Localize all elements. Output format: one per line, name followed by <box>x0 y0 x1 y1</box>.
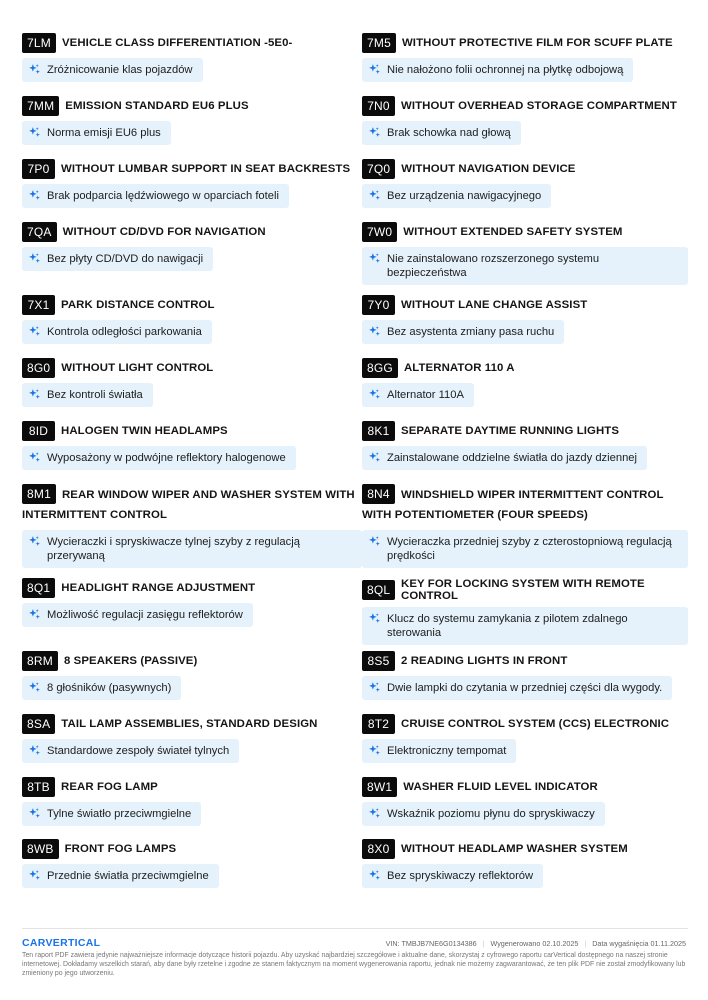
option-header <box>22 651 362 671</box>
option-header <box>362 358 688 378</box>
translation-text: Zainstalowane oddzielne światła do jazdy dziennej <box>387 452 638 464</box>
option-translation <box>22 383 153 407</box>
option-translation <box>22 603 253 627</box>
translation-text: Możliwość regulacji zasięgu reflektorów <box>47 609 243 621</box>
option-header <box>362 777 688 797</box>
option-translation <box>362 247 688 285</box>
sparkle-icon <box>28 189 41 202</box>
option-header <box>22 159 362 179</box>
option-item <box>22 578 362 645</box>
sparkle-icon <box>28 681 41 694</box>
sparkle-icon <box>368 388 381 401</box>
option-header <box>362 839 688 859</box>
option-header <box>362 651 688 671</box>
option-row <box>22 777 688 826</box>
footer-meta: VIN: TMBJB7NE6G0134386 | Wygenerowano 02.10.2025 | Data wygaśnięcia 01.11.2025 <box>385 939 686 948</box>
option-title: WITHOUT PROTECTIVE FILM FOR SCUFF PLATE <box>401 37 673 49</box>
option-item <box>362 96 688 145</box>
translation-text: Brak schowka nad głową <box>387 127 511 139</box>
option-title: 2 READING LIGHTS IN FRONT <box>401 655 568 667</box>
option-row <box>22 578 688 645</box>
option-header <box>362 578 688 602</box>
option-title: WITHOUT EXTENDED SAFETY SYSTEM <box>403 226 623 238</box>
option-code-badge: 8ID <box>22 421 55 441</box>
translation-text: Bez płyty CD/DVD do nawigacji <box>47 253 204 265</box>
option-code-badge: 7M5 <box>362 33 396 53</box>
option-translation <box>22 864 219 888</box>
option-header <box>362 33 688 53</box>
sparkle-icon <box>368 869 381 882</box>
option-translation <box>362 121 521 145</box>
option-item <box>22 295 362 344</box>
option-item <box>362 358 688 407</box>
sparkle-icon <box>28 869 41 882</box>
option-translation <box>362 320 564 344</box>
translation-text: Tylne światło przeciwmgielne <box>47 808 192 820</box>
option-row <box>22 222 688 285</box>
option-item <box>362 222 688 285</box>
option-title: WITHOUT LANE CHANGE ASSIST <box>401 299 588 311</box>
option-translation <box>22 446 296 470</box>
option-row <box>22 33 688 82</box>
option-header <box>22 484 362 525</box>
sparkle-icon <box>28 608 41 621</box>
translation-text: 8 głośników (pasywnych) <box>47 682 172 694</box>
option-item <box>22 421 362 470</box>
option-title: WITHOUT LUMBAR SUPPORT IN SEAT BACKRESTS <box>61 163 351 175</box>
translation-text: Bez kontroli światła <box>47 389 143 401</box>
option-code-badge: 8TB <box>22 777 55 797</box>
option-row <box>22 358 688 407</box>
vin-text: VIN: TMBJB7NE6G0134386 <box>385 939 477 948</box>
option-code-badge: 8G0 <box>22 358 55 378</box>
option-title: REAR WINDOW WIPER AND WASHER SYSTEM WITH INTERMITTENT CONTROL <box>22 489 355 521</box>
option-header <box>22 714 362 734</box>
translation-text: Nie zainstalowano rozszerzonego systemu bezpieczeństwa <box>387 253 600 279</box>
sparkle-icon <box>368 63 381 76</box>
option-item <box>22 33 362 82</box>
option-code-badge: 8GG <box>362 358 398 378</box>
option-header <box>362 295 688 315</box>
option-item <box>22 484 362 568</box>
option-code-badge: 8W1 <box>362 777 397 797</box>
option-item <box>362 33 688 82</box>
option-header <box>22 222 362 242</box>
option-item <box>362 295 688 344</box>
translation-text: Klucz do systemu zamykania z pilotem zdalnego sterowania <box>387 613 628 639</box>
generated-date: Wygenerowano 02.10.2025 <box>490 939 579 948</box>
option-item <box>22 358 362 407</box>
option-code-badge: 8M1 <box>22 484 56 504</box>
option-header <box>22 358 362 378</box>
option-code-badge: 7Y0 <box>362 295 395 315</box>
option-code-badge: 8WB <box>22 839 59 859</box>
translation-text: Bez urządzenia nawigacyjnego <box>387 190 542 202</box>
option-header <box>362 714 688 734</box>
option-row <box>22 714 688 763</box>
translation-text: Norma emisji EU6 plus <box>47 127 161 139</box>
option-row <box>22 651 688 700</box>
option-item <box>22 777 362 826</box>
option-code-badge: 8S5 <box>362 651 395 671</box>
option-item <box>362 484 688 568</box>
option-code-badge: 8N4 <box>362 484 395 504</box>
translation-text: Elektroniczny tempomat <box>387 745 507 757</box>
option-header <box>22 777 362 797</box>
option-code-badge: 8Q1 <box>22 578 55 598</box>
option-title: 8 SPEAKERS (PASSIVE) <box>63 655 198 667</box>
option-item <box>362 839 688 888</box>
translation-text: Wycieraczka przedniej szyby z czterostopniową regulacją prędkości <box>387 536 672 562</box>
translation-text: Bez asystenta zmiany pasa ruchu <box>387 326 555 338</box>
option-title: WITHOUT HEADLAMP WASHER SYSTEM <box>401 843 628 855</box>
translation-text: Wycieraczki i spryskiwacze tylnej szyby z regulacją przerywaną <box>47 536 300 562</box>
option-header <box>362 421 688 441</box>
option-header <box>22 33 362 53</box>
translation-text: Dwie lampki do czytania w przedniej części dla wygody. <box>387 682 663 694</box>
option-translation <box>22 58 203 82</box>
option-header <box>362 222 688 242</box>
option-translation <box>362 446 647 470</box>
option-code-badge: 7Q0 <box>362 159 395 179</box>
footer-disclaimer: Ten raport PDF zawiera jedynie najważniejsze informacje dotyczące historii pojazdu. Aby uzyskać najbardziej szczegółowe i aktualne dane, skorzystaj z cyfrowego raportu carVertical dostępnego na naszej stronie internetowej. Dokładamy wszelkich starań, aby dane były rzetelne i zgodne ze stanem faktycznym na moment wygenerowania raportu, jednak nie możemy zagwarantować, że ten plik PDF nie został zmodyfikowany lub zmieniony po jego utworzeniu. <box>22 952 686 978</box>
option-item <box>22 96 362 145</box>
option-code-badge: 8T2 <box>362 714 395 734</box>
translation-text: Standardowe zespoły świateł tylnych <box>47 745 230 757</box>
sparkle-icon <box>368 325 381 338</box>
option-title: FRONT FOG LAMPS <box>64 843 177 855</box>
option-translation <box>362 864 543 888</box>
sparkle-icon <box>368 189 381 202</box>
sparkle-icon <box>28 744 41 757</box>
option-translation <box>22 530 362 568</box>
option-item <box>22 222 362 285</box>
sparkle-icon <box>28 252 41 265</box>
option-row <box>22 295 688 344</box>
option-code-badge: 8QL <box>362 580 395 600</box>
option-row <box>22 96 688 145</box>
option-header <box>362 96 688 116</box>
option-header <box>362 159 688 179</box>
option-translation <box>22 320 212 344</box>
option-row <box>22 839 688 888</box>
option-item <box>22 714 362 763</box>
option-code-badge: 8RM <box>22 651 58 671</box>
option-code-badge: 8K1 <box>362 421 395 441</box>
sparkle-icon <box>368 126 381 139</box>
option-title: WITHOUT LIGHT CONTROL <box>61 362 214 374</box>
option-code-badge: 7X1 <box>22 295 55 315</box>
brand-logo: CARVERTICAL <box>22 937 101 949</box>
option-translation <box>362 58 633 82</box>
option-row <box>22 484 688 568</box>
sparkle-icon <box>368 807 381 820</box>
option-header <box>22 295 362 315</box>
sparkle-icon <box>28 807 41 820</box>
option-item <box>362 651 688 700</box>
option-title: REAR FOG LAMP <box>61 781 158 793</box>
option-code-badge: 8SA <box>22 714 55 734</box>
option-translation <box>22 802 201 826</box>
option-code-badge: 7LM <box>22 33 56 53</box>
option-title: WITHOUT OVERHEAD STORAGE COMPARTMENT <box>401 100 677 112</box>
translation-text: Kontrola odległości parkowania <box>47 326 202 338</box>
sparkle-icon <box>28 63 41 76</box>
option-code-badge: 8X0 <box>362 839 395 859</box>
option-translation <box>362 530 688 568</box>
option-title: HEADLIGHT RANGE ADJUSTMENT <box>61 582 256 594</box>
sparkle-icon <box>28 535 41 548</box>
option-translation <box>362 676 672 700</box>
expiry-date: Data wygaśnięcia 01.11.2025 <box>592 939 686 948</box>
translation-text: Alternator 110A <box>387 389 464 401</box>
option-item <box>362 714 688 763</box>
option-item <box>362 777 688 826</box>
option-translation <box>362 383 474 407</box>
option-item <box>362 159 688 208</box>
sparkle-icon <box>368 612 381 625</box>
translation-text: Zróżnicowanie klas pojazdów <box>47 64 193 76</box>
option-item <box>22 651 362 700</box>
option-translation <box>362 184 551 208</box>
option-title: WINDSHIELD WIPER INTERMITTENT CONTROL WITH POTENTIOMETER (FOUR SPEEDS) <box>362 489 664 521</box>
sparkle-icon <box>28 451 41 464</box>
sparkle-icon <box>368 451 381 464</box>
sparkle-icon <box>28 325 41 338</box>
option-title: WITHOUT NAVIGATION DEVICE <box>401 163 576 175</box>
option-header <box>22 839 362 859</box>
sparkle-icon <box>368 535 381 548</box>
translation-text: Brak podparcia lędźwiowego w oparciach foteli <box>47 190 279 202</box>
option-title: PARK DISTANCE CONTROL <box>61 299 215 311</box>
option-row <box>22 421 688 470</box>
option-translation <box>22 739 239 763</box>
option-translation <box>22 121 171 145</box>
option-translation <box>22 247 213 271</box>
translation-text: Wskaźnik poziomu płynu do spryskiwaczy <box>387 808 595 820</box>
option-title: WASHER FLUID LEVEL INDICATOR <box>403 781 598 793</box>
option-header <box>22 421 362 441</box>
option-item <box>22 839 362 888</box>
sparkle-icon <box>368 681 381 694</box>
option-title: TAIL LAMP ASSEMBLIES, STANDARD DESIGN <box>61 718 318 730</box>
option-title: SEPARATE DAYTIME RUNNING LIGHTS <box>401 425 620 437</box>
option-title: VEHICLE CLASS DIFFERENTIATION -5E0- <box>61 37 293 49</box>
sparkle-icon <box>28 126 41 139</box>
translation-text: Bez spryskiwaczy reflektorów <box>387 870 534 882</box>
option-code-badge: 7MM <box>22 96 59 116</box>
translation-text: Przednie światła przeciwmgielne <box>47 870 209 882</box>
option-title: WITHOUT CD/DVD FOR NAVIGATION <box>62 226 266 238</box>
option-header <box>22 578 362 598</box>
option-code-badge: 7W0 <box>362 222 397 242</box>
option-translation <box>362 739 516 763</box>
option-title: CRUISE CONTROL SYSTEM (CCS) ELECTRONIC <box>401 718 670 730</box>
option-row <box>22 159 688 208</box>
option-title: ALTERNATOR 110 A <box>403 362 515 374</box>
option-title: HALOGEN TWIN HEADLAMPS <box>61 425 228 437</box>
sparkle-icon <box>28 388 41 401</box>
sparkle-icon <box>368 744 381 757</box>
option-item <box>22 159 362 208</box>
option-code-badge: 7P0 <box>22 159 55 179</box>
option-code-badge: 7N0 <box>362 96 395 116</box>
option-header <box>362 484 688 525</box>
translation-text: Nie nałożono folii ochronnej na płytkę odbojową <box>387 64 624 76</box>
option-title: KEY FOR LOCKING SYSTEM WITH REMOTE CONTROL <box>401 578 645 602</box>
option-title: EMISSION STANDARD EU6 PLUS <box>65 100 249 112</box>
option-translation <box>362 802 605 826</box>
option-item <box>362 578 688 645</box>
sparkle-icon <box>368 252 381 265</box>
option-code-badge: 7QA <box>22 222 57 242</box>
option-translation <box>362 607 688 645</box>
footer-divider <box>22 928 688 929</box>
option-header <box>22 96 362 116</box>
option-translation <box>22 676 181 700</box>
option-translation <box>22 184 289 208</box>
translation-text: Wyposażony w podwójne reflektory halogenowe <box>47 452 286 464</box>
option-item <box>362 421 688 470</box>
